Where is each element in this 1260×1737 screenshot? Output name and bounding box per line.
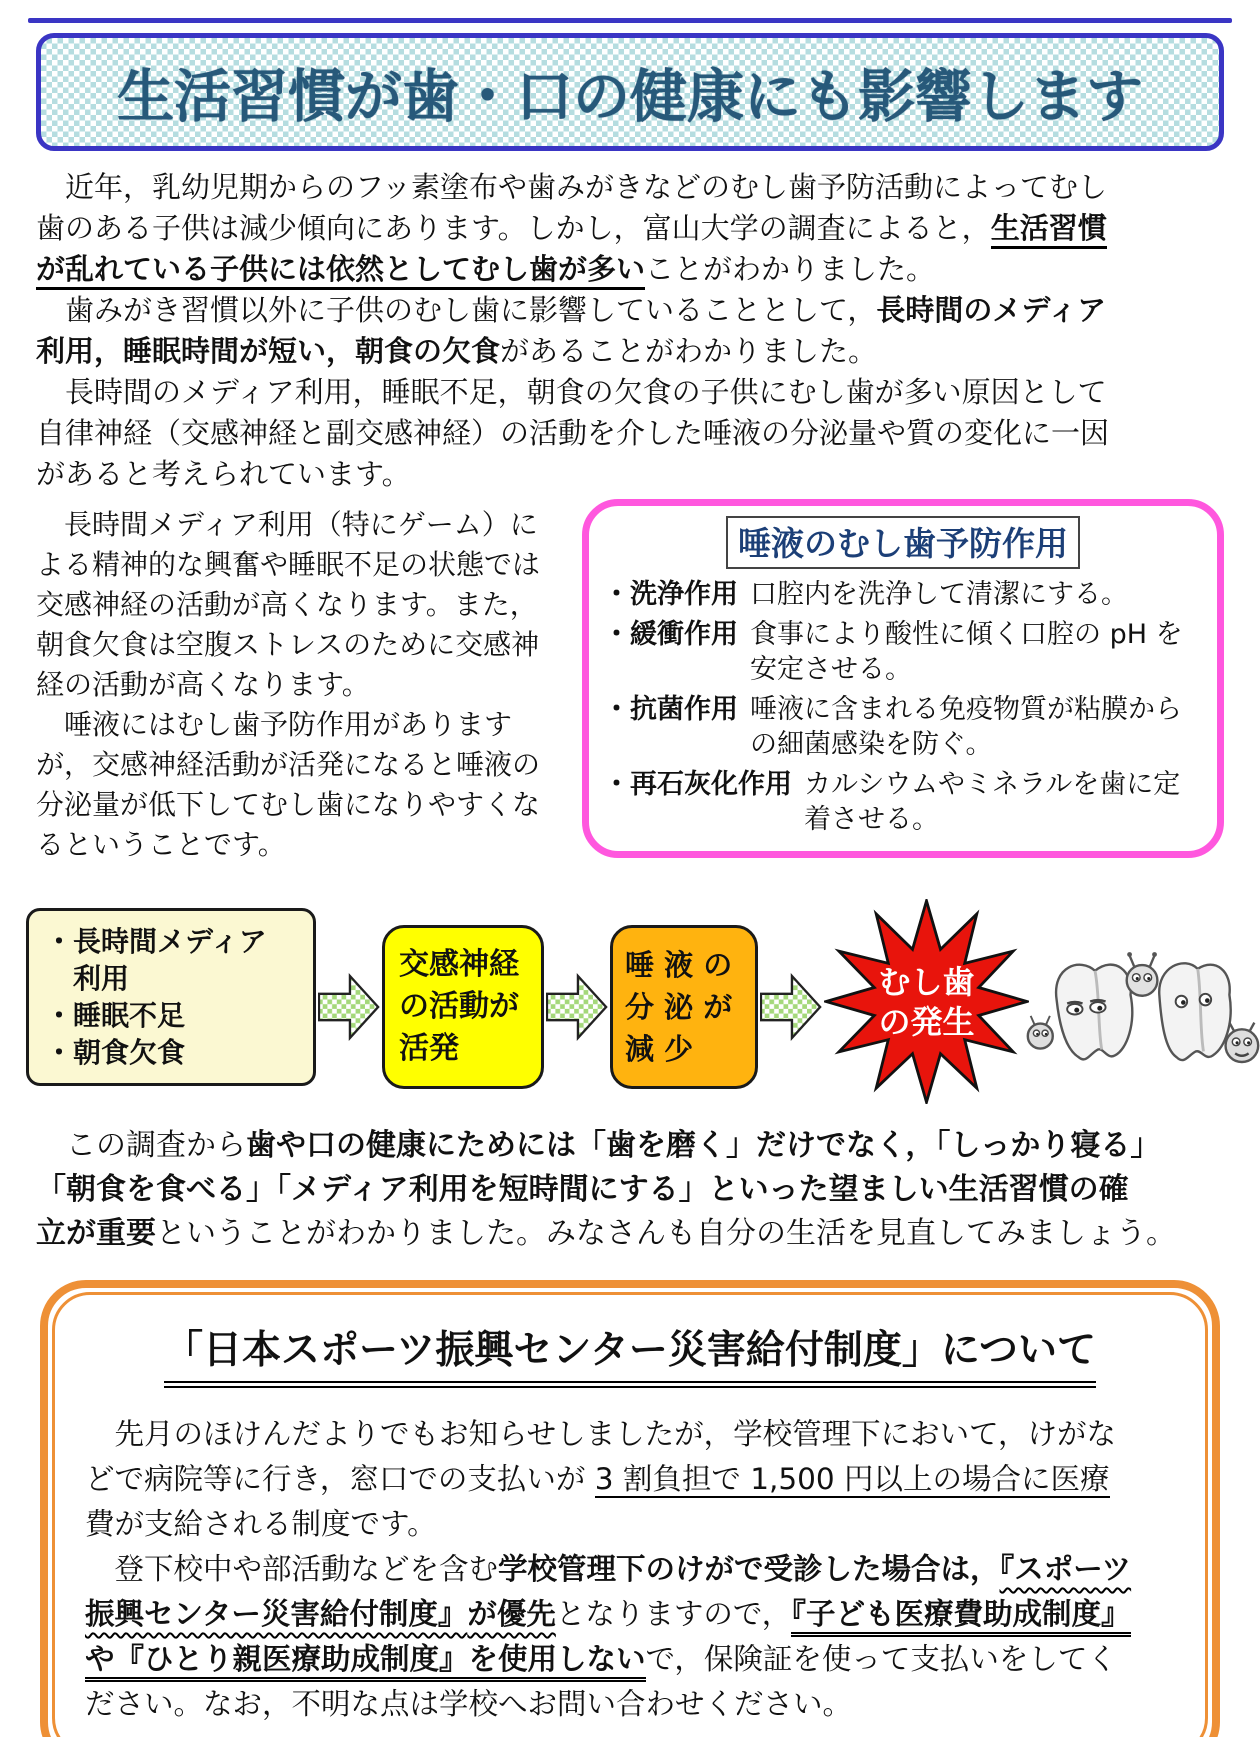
saliva-info-box [582,499,1224,858]
emphasis-text: が乱れている子供には依然としてむし歯が多い [36,252,645,290]
emphasis-text: 立が重要 [36,1216,156,1251]
sports-center-section-frame [40,1280,1220,1737]
cavity-germs-illustration-icon [1023,939,1260,1089]
sports-paragraph-2: 登下校中や部活動などを含む学校管理下のけがで受診した場合は，『スポーツ 振興センター災害給付制度』が優先となりますので，『子ども医療費助成制度』 や『ひとり親医療助成制度』を使用しないで，保険証を使って支払いをしてく ださい。なお，不明な点は学校へお問い合わせください。 [85,1552,1132,1721]
flow-arrow-icon [546,971,608,1043]
emphasis-text: 長時間のメディア [876,293,1107,327]
top-divider [28,18,1232,23]
saliva-item-cleansing: ・洗浄作用 口腔内を洗浄して清潔にする。 [603,579,1128,610]
underlined-text: 3 割負担で 1,500 円以上の場合に医療 [594,1462,1110,1496]
left-column-text: 長時間メディア利用（特にゲーム）に よる精神的な興奮や睡眠不足の状態では 交感神経の活動が高くなります。また， 朝食欠食は空腹ストレスのために交感神 経の活動が高くなります。 唾液にはむし歯予防作用があります が，交感神経活動が活発になると唾液の 分泌量が低下してむし歯になりやすくな るということです。 [36,508,541,861]
saliva-box-title: 唾液のむし歯予防作用 [726,516,1080,569]
cavity-starburst-label: むし歯 の発生 [878,962,975,1041]
flow-arrow-icon [760,971,822,1043]
double-underlined-text: 『子ども医療費助成制度』 [791,1597,1130,1637]
intro-line: 歯のある子供は減少傾向にあります。しかし，富山大学の調査によると，生活習慣 [36,208,1224,249]
emphasis-text: 利用，睡眠時間が短い，朝食の欠食 [36,334,501,368]
two-column-section [36,499,1224,865]
main-title-banner [36,33,1224,151]
sports-paragraph-1: 先月のほけんだよりでもお知らせしましたが，学校管理下において，けがな どで病院等に行き，窓口での支払いが 3 割負担で 1,500 円以上の場合に医療 費が支給される制度です。 [85,1417,1117,1541]
flow-box-causes: ・長時間メディア 利用 ・睡眠不足 ・朝食欠食 [26,908,316,1086]
emphasis-text: 学校管理下のけがで受診した場合は， [498,1552,1000,1586]
intro-line: が乱れている子供には依然としてむし歯が多いことがわかりました。 [36,249,1224,290]
emphasis-text: 「朝食を食べる」「メディア利用を短時間にする」といった望ましい生活習慣の確 [36,1172,1129,1207]
cause-effect-flow-diagram [26,889,1234,1104]
intro-paragraphs [36,167,1224,495]
double-underlined-text: や『ひとり親医療助成制度』を使用しない [85,1642,646,1682]
sports-section-title: 「日本スポーツ振興センター災害給付制度」について [164,1319,1096,1388]
intro-line: 歯みがき習慣以外に子供のむし歯に影響していることとして，長時間のメディア [36,293,1107,327]
saliva-item-buffering: ・緩衝作用 食事により酸性に傾く口腔の pH を安定させる。 [603,619,1183,685]
flow-arrow-icon [318,971,380,1043]
emphasis-text: 生活習慣 [991,211,1107,249]
flow-box-saliva-decrease: 唾 液 の 分 泌 が 減 少 [610,925,758,1089]
emphasis-text: 歯や口の健康にためには「歯を磨く」だけでなく，「しっかり寝る」 [246,1128,1161,1163]
page-title: 生活習慣が歯・口の健康にも影響します [117,64,1143,130]
wavy-underlined-text: 振興センター災害給付制度』 [85,1597,468,1631]
intro-line: 近年，乳幼児期からのフッ素塗布や歯みがきなどのむし歯予防活動によってむし [36,170,1107,204]
saliva-item-remineralization: ・再石灰化作用 カルシウムやミネラルを歯に定着させる。 [603,769,1181,835]
conclusion-paragraph: この調査から歯や口の健康にためには「歯を磨く」だけでなく，「しっかり寝る」 「朝食を食べる」「メディア利用を短時間にする」といった望ましい生活習慣の確 立が重要ということがわかりました。みなさんも自分の生活を見直してみましょう。 [36,1128,1176,1251]
intro-line: があると考えられています。 [36,457,411,491]
wavy-underlined-text: 『スポーツ [999,1552,1132,1586]
intro-line: 利用，睡眠時間が短い，朝食の欠食があることがわかりました。 [36,334,878,368]
intro-line: 長時間のメディア利用，睡眠不足，朝食の欠食の子供にむし歯が多い原因として [36,375,1107,409]
saliva-item-antibacterial: ・抗菌作用 唾液に含まれる免疫物質が粘膜からの細菌感染を防ぐ。 [603,694,1182,760]
wavy-underlined-text: が優先 [467,1597,556,1631]
intro-line: 自律神経（交感神経と副交感神経）の活動を介した唾液の分泌量や質の変化に一因 [36,416,1110,450]
flow-box-sympathetic-nerve: 交感神経 の活動が 活発 [382,925,544,1089]
cavity-starburst [824,899,1029,1104]
